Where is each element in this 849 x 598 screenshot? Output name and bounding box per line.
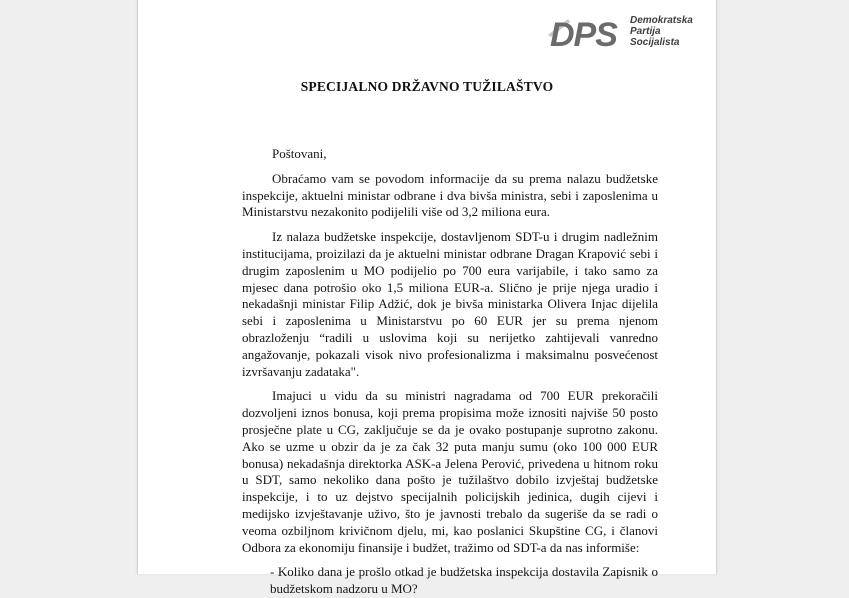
paragraph-3: Imajuci u vidu da su ministri nagradama od 700 EUR prekoračili dozvoljeni iznos bonusa, koji prema propisima može iznositi najviše 50 posto prosječne plate u CG, zaključuje se da je ovako postupanje suprotno zakonu. Ako se uzme u obzir da je za čak 32 puta manju sumu (oko 100 000 EUR bonusa) nekadašnja direktorka ASK-a Jelena Perović, privedena u hitnom roku u SDT, samo nekoliko dana pošto je tužilaštvo dobilo izvještaj budžetske inspekcije, i to uz dejstvo specijalnih policijskih jedinica, dugih cijevi i medijsko izvještavanje uživo, što je javnosti trebalo da sugeriše da se radi o veoma ozbiljnom krivičnom djelu, mi, kao poslanici Skupštine CG, i članovi Odbora za ekonomiju finansije i budžet, tražimo od SDT-a da nas informiše: [242,388,658,555]
dps-logo-mark [546,13,630,53]
logo-line-2: Partija [630,26,661,37]
question-item-1: - Koliko dana je prošlo otkad je budžetska inspekcija dostavila Zapisnik o budžetskom nadzoru u MO? [270,564,658,597]
logo-line-1: Demokratska [630,15,693,26]
document-page [137,0,717,597]
letter-body [242,146,658,598]
paragraph-2: Iz nalaza budžetske inspekcije, dostavljenom SDT-u i drugim nadležnim institucijama, proizilazi da je aktuelni ministar odbrane Dragan Krapović sebi i drugim zaposlenim u MO podijelio po 700 eura varijabile, i tako samo za mjesec dana potrošio oko 1,5 miliona EUR-a. Slično je prije njega uradio i nekadašnji ministar Filip Adžić, dok je bivša ministarka Olivera Injac dijelila sebi i zaposlenima u Ministarstvu po 60 EUR jer su prema njenom obrazloženju “radili u uslovima koji su nerijetko zahtijevali vanredno angažovanje, pokazali visok nivo profesionalizma i maksimalnu posvećenost izvršavanju zadataka". [242,229,658,379]
salutation: Poštovani, [272,146,327,161]
paragraph-1: Obraćamo vam se povodom informacije da su prema nalazu budžetske inspekcije, aktuelni ministar odbrane i dva bivša ministra, sebi i zaposlenima u Ministarstvu nezakonito podijelili više od 3,2 miliona eura. [242,170,658,220]
logo-line-3: Socijalista [630,37,680,48]
document-title: SPECIJALNO DRŽAVNO TUŽILAŠTVO [300,79,554,94]
dps-logo [546,13,706,55]
dps-logo-letters: DPS [550,16,617,54]
dps-logo-wordmark [630,15,693,48]
